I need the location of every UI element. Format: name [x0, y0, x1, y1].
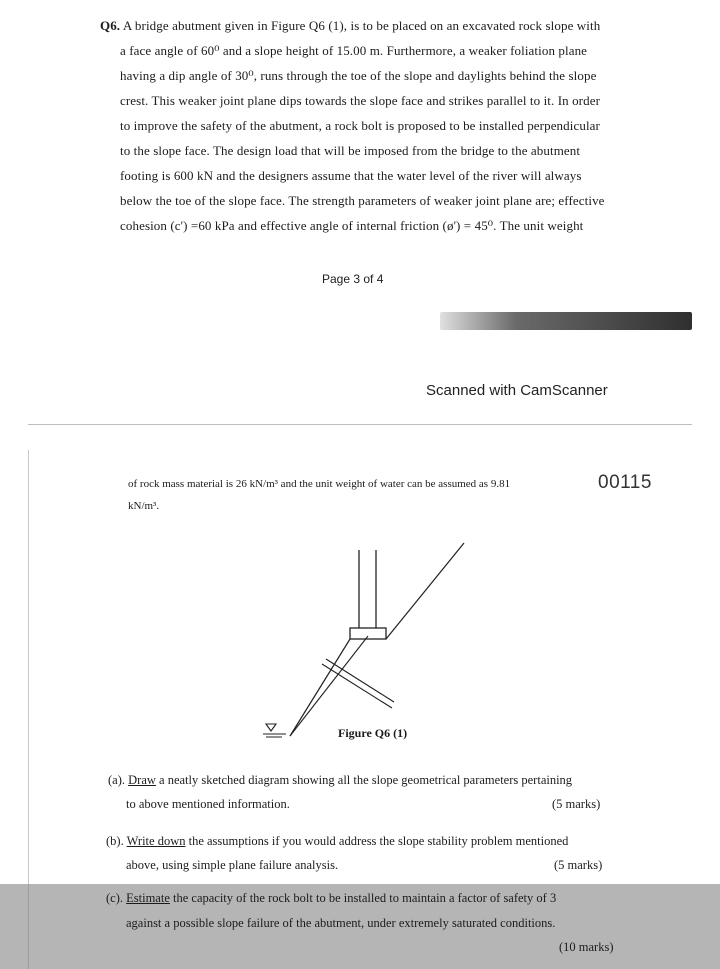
figure-caption: Figure Q6 (1): [338, 726, 408, 740]
slope-face-line: [290, 639, 350, 736]
water-level-icon: [266, 724, 276, 731]
part-a-marks: (5 marks): [552, 797, 601, 811]
part-c-marks: (10 marks): [559, 940, 614, 954]
question-line-8: below the toe of the slope face. The strength parameters of weaker joint plane are; effective: [120, 193, 605, 208]
question-line-5: to improve the safety of the abutment, a rock bolt is proposed to be installed perpendicular: [120, 118, 600, 133]
rock-bolt-line-1: [322, 664, 392, 708]
page-number: Page 3 of 4: [322, 272, 384, 286]
question-line-7: footing is 600 kN and the designers assume that the water level of the river will always: [120, 168, 582, 183]
part-a-line-1: (a). Draw a neatly sketched diagram showing all the slope geometrical parameters pertaining: [108, 773, 573, 787]
upper-slope-line: [386, 543, 464, 639]
continuation-line-2: kN/m³.: [128, 500, 160, 512]
question-number: Q6.: [100, 18, 121, 33]
slope-figure: [250, 538, 480, 748]
question-line-3: having a dip angle of 30⁰, runs through the toe of the slope and daylights behind the slope: [120, 68, 597, 83]
question-line-9: cohesion (c') =60 kPa and effective angle of internal friction (ø') = 45⁰. The unit weight: [120, 218, 584, 233]
part-b-line-2: above, using simple plane failure analysis.: [126, 858, 339, 872]
question-line-1: Q6. A bridge abutment given in Figure Q6 (1), is to be placed on an excavated rock slope with: [100, 18, 601, 33]
part-b-marks: (5 marks): [554, 858, 603, 872]
question-line-2: a face angle of 60⁰ and a slope height of 15.00 m. Furthermore, a weaker foliation plane: [120, 43, 588, 58]
question-line-4: crest. This weaker joint plane dips towards the slope face and strikes parallel to it. In order: [120, 93, 601, 108]
part-c-line-1: (c). Estimate the capacity of the rock bolt to be installed to maintain a factor of safety of 3: [106, 891, 557, 905]
part-a-line-2: to above mentioned information.: [126, 797, 290, 811]
scan-shadow-bar: [440, 312, 692, 330]
page-divider: [28, 424, 692, 425]
continuation-line-1: of rock mass material is 26 kN/m³ and the unit weight of water can be assumed as 9.81: [128, 478, 511, 490]
question-line-6: to the slope face. The design load that will be imposed from the bridge to the abutment: [120, 143, 581, 158]
scanner-watermark: Scanned with CamScanner: [426, 382, 608, 399]
part-c-line-2: against a possible slope failure of the abutment, under extremely saturated conditions.: [126, 916, 556, 930]
part-b-line-1: (b). Write down the assumptions if you would address the slope stability problem mentioned: [106, 834, 569, 848]
page-stamp: 00115: [598, 472, 652, 493]
abutment-footing: [350, 628, 386, 639]
rock-bolt-line-2: [326, 659, 394, 702]
